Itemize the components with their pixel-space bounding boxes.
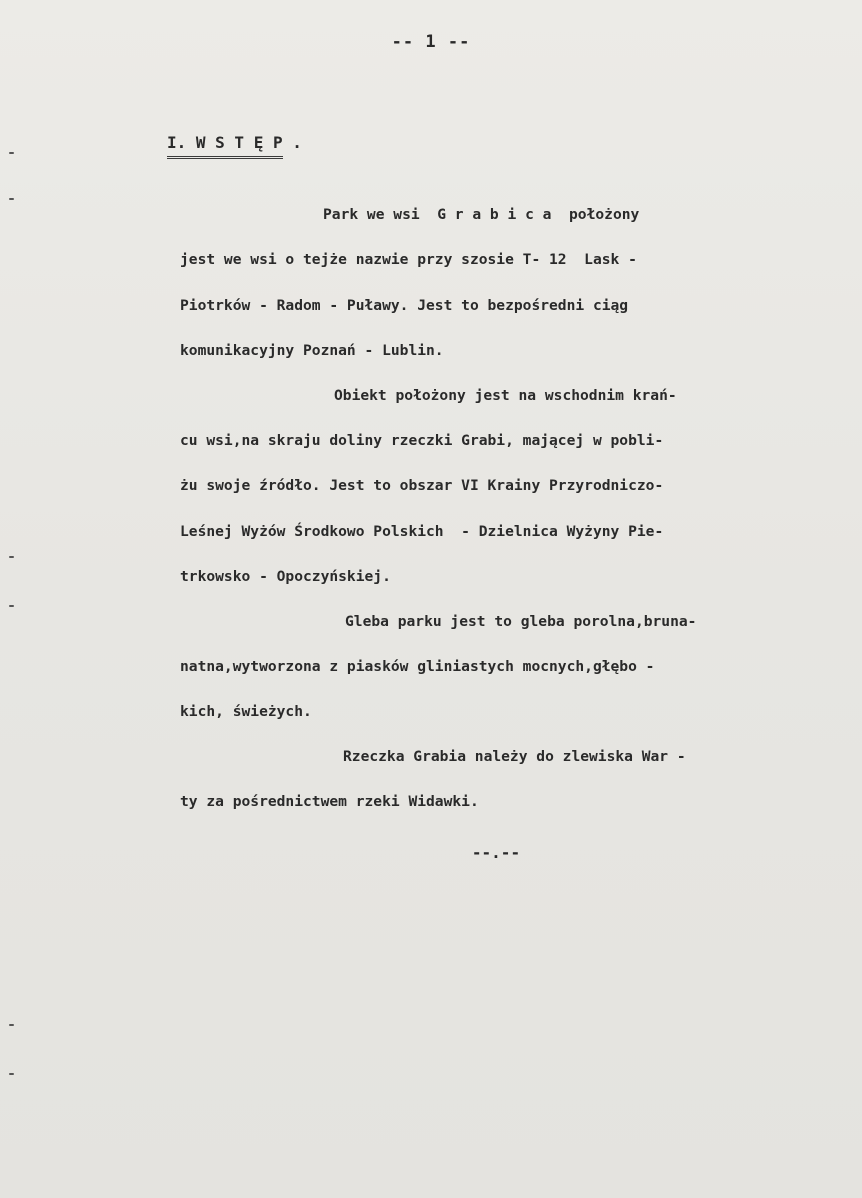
margin-mark: [9, 1024, 14, 1026]
section-title: I. W S T Ę P: [167, 133, 283, 159]
margin-mark: [9, 198, 14, 200]
section-title-period: .: [282, 133, 302, 152]
text-line: kich, świeżych.: [180, 703, 312, 720]
margin-mark: [9, 605, 14, 607]
text-line: komunikacyjny Poznań - Lublin.: [180, 342, 444, 359]
margin-mark: [9, 152, 14, 154]
text-line: ty za pośrednictwem rzeki Widawki.: [180, 793, 479, 810]
margin-mark: [9, 556, 14, 558]
text-line: cu wsi,na skraju doliny rzeczki Grabi, mającej w pobli-: [180, 432, 664, 449]
end-mark: --.--: [471, 843, 521, 862]
text-line: żu swoje źródło. Jest to obszar VI Krainy Przyrodniczo-: [180, 477, 664, 494]
text-line: Gleba parku jest to gleba porolna,bruna-: [345, 613, 697, 630]
text-line: Obiekt położony jest na wschodnim krań-: [334, 387, 677, 404]
text-line: Leśnej Wyżów Środkowo Polskich - Dzielnica Wyżyny Pie-: [180, 523, 664, 540]
page-number: -- 1 --: [391, 32, 471, 52]
text-line: natna,wytworzona z piasków gliniastych mocnych,głębo -: [180, 658, 655, 675]
text-line: Park we wsi G r a b i c a położony: [323, 206, 640, 223]
margin-mark: [9, 1073, 14, 1075]
text-line: trkowsko - Opoczyńskiej.: [180, 568, 391, 585]
text-line: jest we wsi o tejże nazwie przy szosie T- 12 Lask -: [180, 251, 637, 268]
text-line: Rzeczka Grabia należy do zlewiska War -: [343, 748, 686, 765]
text-line: Piotrków - Radom - Puławy. Jest to bezpośredni ciąg: [180, 297, 629, 314]
section-heading: [167, 133, 302, 159]
